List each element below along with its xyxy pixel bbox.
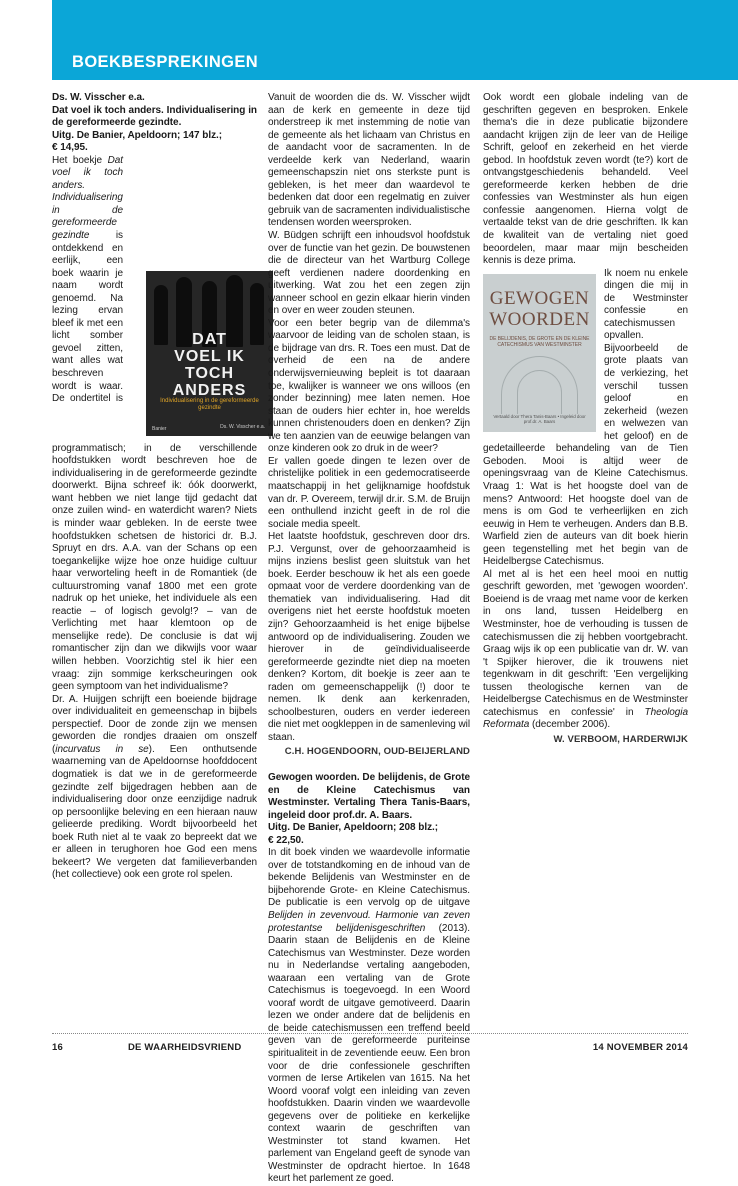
review2-title: Gewogen woorden. De belijdenis, de Grote en de Kleine Catechismus van Westminster. Vertaling Thera Tanis-Baars, ingeleid door prof.dr. A. Baars. [268, 771, 470, 821]
review1-price: € 14,95. [52, 142, 88, 154]
cover1-wrapper [146, 271, 273, 436]
review2-paragraph: Ook wordt een globale indeling van de geschriften gegeven en besproken. Enkele thema's die in deze publicatie bijzondere aandacht krijgen zijn de leer van de Heilige Schrift, geloof en zekerheid en het vierde gebod. In hoofdstuk zeven wordt (te?) kort de ontvangstgeschiedenis behandeld. Veel gereformeerde kerken hebben de drie confessies van Westminster als hun eigen confessie aangenomen. Hierna volgt de vertaalde tekst van de drie geschriften. Ik kan de kwaliteit van de vertaling niet goed beoordelen, maar maar mijn bescheiden kennis is deze prima. [483, 92, 688, 267]
review2-paragraph: Al met al is het een heel mooi en nuttig geschrift geworden, met 'gewogen woorden'. Boeiend is de vraag met name voor de kerken in ons land, tussen Heidelberg en Westminster, hoe de verhouding is tussen de catechismussen die zij hebben voortgebracht. Graag wijs ik op een publicatie van dr. W. van 't Spijker hierover, die ik trouwens niet tegenkwam in dit geschrift: 'Een vergelijking tussen theologische kernen van de Heidelbergse Catechismus en de Westminster catechismus en confessie' in Theologia Reformata (december 2006). [483, 568, 688, 731]
journal-title-italic: Theologia Reformata [483, 706, 688, 731]
review1-author: Ds. W. Visscher e.a. [52, 92, 145, 103]
review2-signature: W. VERBOOM, HARDERWIJK [553, 733, 688, 745]
column-2 [268, 92, 470, 1186]
cover1-title: DAT VOEL IK TOCH ANDERS [172, 331, 247, 399]
cover2-arch-illustration [517, 370, 562, 414]
column-1 [52, 92, 257, 882]
review2-paragraph: In dit boek vinden we waardevolle informatie over de totstandkoming en de inhoud van de bekende Belijdenis van Westminster en de bijbehorende Grote- en Kleine Catechismus. De publicatie is een vervolg op de uitgave Belijden in zevenvoud. Harmonie van zeven protestantse belijdenisgeschriften (2013). Daarin staan de Belijdenis en de Kleine Catechismus van Westminster. Deze worden nu in Nederlandse vertaling aangeboden, waaraan een vertaling van de Grote Catechismus is toegevoegd. In een Woord vooraf wordt de uitgave gemotiveerd. Daarin lezen we onder andere dat de belijdenis en de beide catechismussen een treffend beeld geven van de gereformeerde puriteinse spiritualiteit in de zeventiende eeuw. Een bron voor de drie confessionele geschriften vormen de Ierse Artikelen van 1615. Na het Woord vooraf volgt een inleiding van zeven hoofdstukken. Daarin vinden we waardevolle gegevens over de politieke en kerkelijke context waarin de geschriften van Westminster tot stand kwamen. Het parlement van Engeland geeft de synode van Westminster de opdracht hiertoe. In 1648 keurt het parlement ze goed. [268, 847, 470, 1185]
issue-date: 14 NOVEMBER 2014 [592, 1042, 688, 1053]
cover2-title: GEWOGEN WOORDEN [489, 287, 590, 330]
section-title: BOEKBESPREKINGEN [72, 53, 259, 71]
review1-paragraph: Dr. A. Huijgen schrijft een boeiende bijdrage over individualiteit en gemeenschap in bijbels perspectief. Door de zonde zijn we mensen geworden die rondjes draaien om onszelf (incurvatus in se). Een onthutsende waarneming van de Apeldoornse hoofddocent dogmatiek is dat we in de gereformeerde gezindte zelf bijgedragen hebben aan de individualisering door onze eenzijdige nadruk op persoonlijke beleving en een hieraan nauw gelieerde prediking. Wordt bijvoorbeeld het boek Ruth niet al te vaak zo bepreekt dat we er alleen in terughoren hoe God een mens bekeert? We vergeten dat familieverbanden (het collectieve) ook een grote rol spelen. [52, 693, 257, 881]
review1-paragraph: Er vallen goede dingen te lezen over de christelijke politiek in een gedemocratiseerde maatschappij in het gelijknamige hoofdstuk van dr. P. Overeem, terwijl dr.ir. S.M. de Bruijn een onthullend inzicht geeft in de rol die sociale media speelt. [268, 455, 470, 530]
book-cover-dat-voel-ik-toch-anders [146, 271, 273, 436]
book-title-italic: Dat voel ik toch anders. Individualisering in de gereformeerde gezindte [52, 154, 123, 242]
review1-publisher: Uitg. De Banier, Apeldoorn; 147 blz.; [52, 129, 223, 141]
footer-divider [52, 1033, 688, 1034]
review1-paragraph: Voor een beter begrip van de dilemma's waarvoor de leiding van de scholen staan, is de bijdrage van drs. R. Toes een must. Dat de overheid de een na de andere onderwijsvernieuwing bepleit is tot daaraan toe, kwalijker is wanneer we ons willoos (en zonder bezinning) mee laten nemen. Hoe staan de ouders hier echter in, hoe werelds kunnen christenouders doen en denken? Zijn we ten aanzien van de eeuwige belangen van onze kinderen ook zo druk in de weer? [268, 317, 470, 455]
review1-paragraph: Het boekje Dat voel ik toch anders. Individualisering in de gereformeerde gezindte is ontdekkend en eerlijk, een boek waarin je naam wordt genoemd. Na lezing ervan bleef ik met een licht somber gevoel zitten, want alles wat beschreven wordt is waar. De ondertitel is programmatisch; in de verschillende hoofdstukken wordt beschreven hoe de individualisering in de gereformeerde gezindte doorwerkt. Bijna schreef ik: óók doorwerkt, want hebben we niet lange tijd gedacht dat onze zuilen wind- en waterdicht waren? Niets is minder waar gebleken. In de eerste twee hoofdstukken schetsen de historici dr. B.J. Spruyt en drs. A.A. van der Schans op een toegankelijke wijze hoe onze huidige cultuur haar verworteling heeft in de Romantiek (de cultuurstroming vanaf 1800 met een grote nadruk op het unieke, het individuele als een reactie – of logisch gevolg!? – van de Verlichting met haar klemtoon op de menselijke rede). De conclusie is dat wij romantischer zijn dan we dikwijls voor waar willen hebben. Voorzichtig stel ik hier een vraag: zijn sommige kerkscheuringen ook geen symptoom van het individualisme? [52, 154, 257, 693]
review2-paragraph: Ik noem nu enkele dingen die mij in de Westminster confessie en catechismussen opvallen. Bijvoorbeeld de grote plaats van de verkiezing, het verschil tussen geloof en zekerheid (wezen en welwezen van het geloof) en de gedetailleerde behandeling van de Tien Geboden. Mooi is altijd weer de openingsvraag van de Kleine Catechismus. Vraag 1: Wat is het hoogste doel van de mens? Antwoord: Het hoogste doel van de mens is om God te verheerlijken en zich eeuwig in Hem te verheugen. Anders dan B.B. Warfield zien de auteurs van dit boek hierin geen tegenstelling met het begin van de Heidelbergse Catechismus. [483, 267, 688, 568]
cover1-publisher: Banier [152, 426, 167, 432]
cover1-subtitle: Individualisering in de gereformeerde gezindte [160, 398, 259, 411]
review1-paragraph: W. Büdgen schrijft een inhoudsvol hoofdstuk over de functie van het gezin. De bouwstenen die de directeur van het Wartburg College geeft verdienen nadere doordenking en uitwerking. Wat zou het een zegen zijn wanneer school en gezin elkaar hierin vinden en over en weer zouden steunen. [268, 230, 470, 317]
cover1-author: Ds. W. Visscher e.a. [220, 424, 265, 430]
review1-paragraph: Het laatste hoofdstuk, geschreven door drs. P.J. Vergunst, over de gehoorzaamheid is mijns inziens beslist geen sluitstuk van het boek. Eerder beschouw ik het als een goede opmaat voor de verdere doordenking van de thematiek van individualisering. Had dit overigens niet het eerste hoofdstuk moeten zijn? Gehoorzaamheid is het enige bijbelse antwoord op de individualisering. Zouden we hierover in de geïndividualiseerde gereformeerde gezindte niet diep na moeten denken? Kortom, dit boekje is zeer aan te raden om gemeenschappelijk (!) door te nemen. Ik denk aan kerkenraden, schoolbesturen, ouders en verder iedereen die niet met oogkleppen in de samenleving wil staan. [268, 531, 470, 743]
cover2-subtitle: DE BELIJDENIS, DE GROTE EN DE KLEINE CATECHISMUS VAN WESTMINSTER [489, 335, 590, 348]
review1-signature: C.H. HOGENDOORN, OUD-BEIJERLAND [284, 746, 470, 758]
page-number: 16 [52, 1042, 63, 1053]
review2-publisher: Uitg. De Banier, Apeldoorn; 208 blz.; [268, 822, 439, 834]
section-header [52, 0, 738, 80]
magazine-name: DE WAARHEIDSVRIEND [128, 1042, 242, 1053]
book-cover-gewogen-woorden [483, 274, 596, 432]
review1-paragraph: Vanuit de woorden die ds. W. Visscher wijdt aan de kerk en gemeente in deze tijd onderstreep ik met instemming de notie van de gemeente als het lichaam van Christus en de aandacht voor de sacramenten. In de verdeelde kerk van Nederland, waarin gemeenschapszin niet ons sterkste punt is gebleken, is het meer dan waardevol te bedenken dat door een regelmatig en zuiver gebruik van de sacramenten individualistische tendensen worden weersproken. [268, 92, 470, 229]
review1-title: Dat voel ik toch anders. Individualisering in de gereformeerde gezindte. [52, 104, 257, 129]
cover2-editors: Vertaald door Thera Tanis-Baars • Ingeleid door prof.dr. A. Baars [493, 413, 586, 425]
column-3 [483, 92, 688, 746]
review1-bibliography [52, 92, 257, 155]
book-title-italic: Belijden in zevenvoud. Harmonie van zeven protestantse belijdenisgeschriften [268, 910, 470, 934]
review2-bibliography [268, 772, 470, 847]
review2-price: € 22,50. [268, 834, 304, 846]
